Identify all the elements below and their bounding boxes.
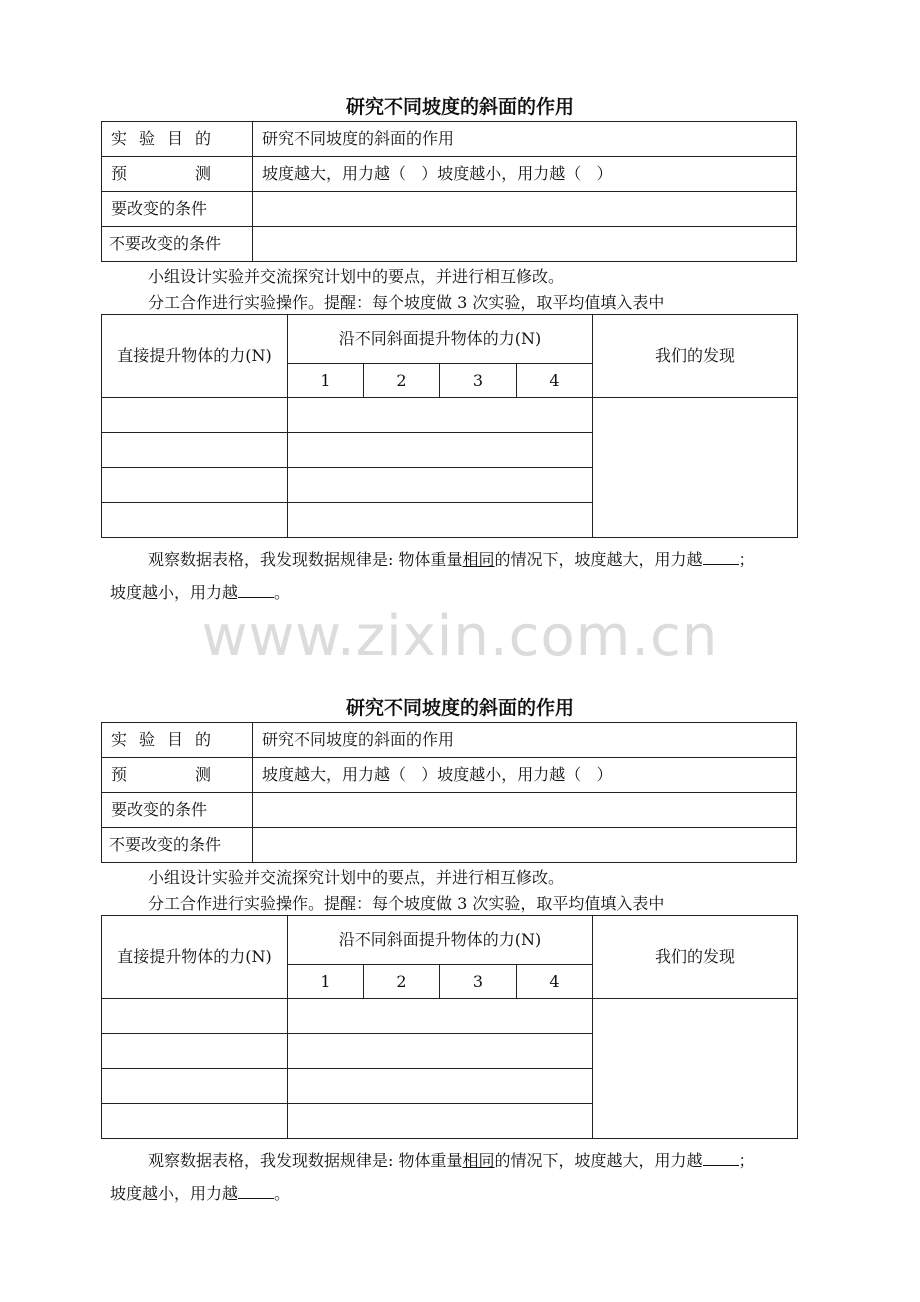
header-direct-force: 直接提升物体的力(N) — [102, 315, 288, 398]
info-label: 不要改变的条件 — [102, 227, 253, 262]
direct-force-cell[interactable] — [102, 433, 288, 468]
instruction-line-2: 分工合作进行实验操作。提醒：每个坡度做 3 次实验，取平均值填入表中 — [148, 293, 665, 312]
watermark-text: www.zixin.com.cn — [201, 604, 719, 669]
info-value-input[interactable] — [253, 227, 797, 262]
slope-force-cell[interactable] — [288, 1034, 593, 1069]
info-value: 研究不同坡度的斜面的作用 — [253, 723, 797, 758]
section-title: 研究不同坡度的斜面的作用 — [345, 697, 574, 719]
answer-blank[interactable] — [703, 550, 739, 565]
info-label: 要改变的条件 — [102, 793, 253, 828]
direct-force-cell[interactable] — [102, 1034, 288, 1069]
direct-force-cell[interactable] — [102, 1104, 288, 1139]
answer-blank[interactable] — [703, 1151, 739, 1166]
experiment-info-table — [101, 722, 797, 863]
slope-force-cell[interactable] — [288, 433, 593, 468]
slope-force-cell[interactable] — [288, 1104, 593, 1139]
header-direct-force: 直接提升物体的力(N) — [102, 916, 288, 999]
answer-blank[interactable] — [238, 1184, 274, 1199]
info-row-changed-conditions — [102, 192, 797, 227]
slope-force-cell[interactable] — [288, 1069, 593, 1104]
findings-cell[interactable] — [593, 999, 798, 1139]
data-table — [101, 314, 798, 538]
info-row-purpose — [102, 723, 797, 758]
info-label: 要改变的条件 — [102, 192, 253, 227]
info-label: 实 验 目 的 — [102, 122, 253, 157]
slope-force-cell[interactable] — [288, 999, 593, 1034]
header-slope-3: 3 — [440, 965, 517, 999]
direct-force-cell[interactable] — [102, 468, 288, 503]
table-row — [102, 999, 798, 1034]
observation-line-1: 观察数据表格，我发现数据规律是: 物体重量相同的情况下，坡度越大，用力越 ； — [148, 550, 755, 569]
instruction-line-1: 小组设计实验并交流探究计划中的要点，并进行相互修改。 — [148, 868, 565, 887]
worksheet-section-2 — [0, 698, 920, 1298]
slope-force-cell[interactable] — [288, 503, 593, 538]
findings-cell[interactable] — [593, 398, 798, 538]
info-value-input[interactable] — [253, 192, 797, 227]
direct-force-cell[interactable] — [102, 398, 288, 433]
info-row-purpose — [102, 122, 797, 157]
info-row-prediction — [102, 758, 797, 793]
info-value: 坡度越大，用力越（ ）坡度越小，用力越（ ） — [253, 758, 797, 793]
direct-force-cell[interactable] — [102, 999, 288, 1034]
header-slope-3: 3 — [440, 364, 517, 398]
info-value-input[interactable] — [253, 793, 797, 828]
header-slope-1: 1 — [288, 364, 364, 398]
slope-force-cell[interactable] — [288, 468, 593, 503]
table-row — [102, 398, 798, 433]
answer-blank[interactable] — [238, 583, 274, 598]
header-slope-2: 2 — [364, 364, 440, 398]
header-findings: 我们的发现 — [593, 315, 798, 398]
info-row-prediction — [102, 157, 797, 192]
observation-line-2: 坡度越小，用力越 。 — [110, 583, 291, 602]
instruction-line-1: 小组设计实验并交流探究计划中的要点，并进行相互修改。 — [148, 267, 565, 286]
info-label: 实 验 目 的 — [102, 723, 253, 758]
direct-force-cell[interactable] — [102, 503, 288, 538]
experiment-info-table — [101, 121, 797, 262]
instruction-line-2: 分工合作进行实验操作。提醒：每个坡度做 3 次实验，取平均值填入表中 — [148, 894, 665, 913]
info-label: 预 测 — [102, 157, 253, 192]
info-label: 预 测 — [102, 758, 253, 793]
header-slope-force: 沿不同斜面提升物体的力(N) — [288, 916, 593, 965]
header-slope-1: 1 — [288, 965, 364, 999]
info-row-fixed-conditions — [102, 828, 797, 863]
header-slope-force: 沿不同斜面提升物体的力(N) — [288, 315, 593, 364]
header-slope-4: 4 — [517, 965, 593, 999]
info-row-fixed-conditions — [102, 227, 797, 262]
info-value-input[interactable] — [253, 828, 797, 863]
data-table — [101, 915, 798, 1139]
header-findings: 我们的发现 — [593, 916, 798, 999]
header-slope-2: 2 — [364, 965, 440, 999]
info-label: 不要改变的条件 — [102, 828, 253, 863]
observation-line-1: 观察数据表格，我发现数据规律是: 物体重量相同的情况下，坡度越大，用力越 ； — [148, 1151, 755, 1170]
info-value: 研究不同坡度的斜面的作用 — [253, 122, 797, 157]
section-title: 研究不同坡度的斜面的作用 — [345, 96, 574, 118]
info-row-changed-conditions — [102, 793, 797, 828]
observation-line-2: 坡度越小，用力越 。 — [110, 1184, 291, 1203]
slope-force-cell[interactable] — [288, 398, 593, 433]
info-value: 坡度越大，用力越（ ）坡度越小，用力越（ ） — [253, 157, 797, 192]
header-slope-4: 4 — [517, 364, 593, 398]
direct-force-cell[interactable] — [102, 1069, 288, 1104]
